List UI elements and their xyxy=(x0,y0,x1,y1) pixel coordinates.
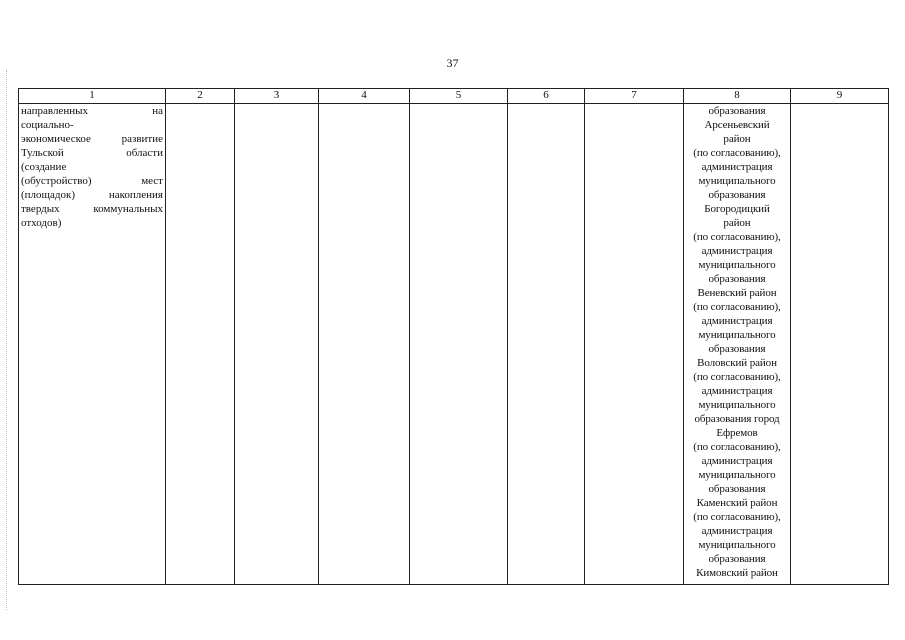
header-cell-3: 3 xyxy=(235,89,319,104)
description-line xyxy=(21,188,163,202)
executor-line: (по согласованию), xyxy=(693,301,781,313)
description-word: экономическое xyxy=(21,133,91,145)
cell-description xyxy=(19,104,166,585)
cell-col-3 xyxy=(235,104,319,585)
description-word: твердых xyxy=(21,203,60,215)
description-word: на xyxy=(152,105,163,117)
executor-line: администрация xyxy=(701,455,773,467)
description-word: (обустройство) xyxy=(21,175,92,187)
executor-line: (по согласованию), xyxy=(693,441,781,453)
executors-text xyxy=(686,104,788,580)
executor-line: Веневский район xyxy=(697,287,777,299)
executor-line: Воловский район xyxy=(697,357,777,369)
executor-line: администрация xyxy=(701,525,773,537)
executor-line: (по согласованию), xyxy=(693,147,781,159)
description-word: социально- xyxy=(21,119,74,131)
executor-line: (по согласованию), xyxy=(693,371,781,383)
page-number: 37 xyxy=(446,56,459,70)
cell-col-7 xyxy=(585,104,684,585)
description-line xyxy=(21,174,163,188)
executor-line: Каменский район xyxy=(696,497,778,509)
executor-line: образования xyxy=(708,105,766,117)
description-line xyxy=(21,132,163,146)
executor-line: администрация xyxy=(701,245,773,257)
header-cell-7: 7 xyxy=(585,89,684,104)
description-line xyxy=(21,160,163,174)
description-word: (площадок) xyxy=(21,189,75,201)
document-table-container xyxy=(18,88,888,585)
cell-col-2 xyxy=(166,104,235,585)
description-word: Тульской xyxy=(21,147,64,159)
executor-line: образования xyxy=(708,343,766,355)
executor-line: образования xyxy=(708,553,766,565)
executor-line: район xyxy=(723,217,751,229)
margin-rule xyxy=(6,70,8,610)
header-cell-5: 5 xyxy=(410,89,508,104)
executor-line: образования xyxy=(708,273,766,285)
executor-line: район xyxy=(723,133,751,145)
executor-line: муниципального xyxy=(698,175,776,187)
cell-col-9 xyxy=(791,104,889,585)
executor-line: (по согласованию), xyxy=(693,231,781,243)
cell-col-4 xyxy=(319,104,410,585)
description-word: (создание xyxy=(21,161,67,173)
executor-line: администрация xyxy=(701,315,773,327)
document-table xyxy=(18,88,889,585)
executor-line: Богородицкий xyxy=(704,203,770,215)
description-line xyxy=(21,216,163,230)
description-line xyxy=(21,146,163,160)
header-row xyxy=(19,89,889,104)
description-word: коммунальных xyxy=(93,203,163,215)
executor-line: Арсеньевский xyxy=(704,119,770,131)
executor-line: муниципального xyxy=(698,469,776,481)
description-text xyxy=(21,104,163,230)
description-word: развитие xyxy=(121,133,163,145)
description-line xyxy=(21,202,163,216)
executor-line: Кимовский район xyxy=(696,567,778,579)
header-cell-8: 8 xyxy=(684,89,791,104)
header-cell-9: 9 xyxy=(791,89,889,104)
executor-line: Ефремов xyxy=(716,427,758,439)
executor-line: муниципального xyxy=(698,259,776,271)
cell-executors xyxy=(684,104,791,585)
header-cell-1: 1 xyxy=(19,89,166,104)
executor-line: муниципального xyxy=(698,329,776,341)
executor-line: администрация xyxy=(701,161,773,173)
cell-col-6 xyxy=(508,104,585,585)
executor-line: образования xyxy=(708,483,766,495)
executor-line: администрация xyxy=(701,385,773,397)
header-cell-2: 2 xyxy=(166,89,235,104)
executor-line: муниципального xyxy=(698,399,776,411)
table-row xyxy=(19,104,889,585)
description-word: накопления xyxy=(108,189,163,201)
cell-col-5 xyxy=(410,104,508,585)
executor-line: муниципального xyxy=(698,539,776,551)
description-word: мест xyxy=(141,175,163,187)
description-word: области xyxy=(126,147,163,159)
description-line xyxy=(21,104,163,118)
description-word: отходов) xyxy=(21,217,62,229)
header-cell-4: 4 xyxy=(319,89,410,104)
description-line xyxy=(21,118,163,132)
description-word: направленных xyxy=(21,105,88,117)
executor-line: (по согласованию), xyxy=(693,511,781,523)
executor-line: образования город xyxy=(694,413,780,425)
executor-line: образования xyxy=(708,189,766,201)
header-cell-6: 6 xyxy=(508,89,585,104)
